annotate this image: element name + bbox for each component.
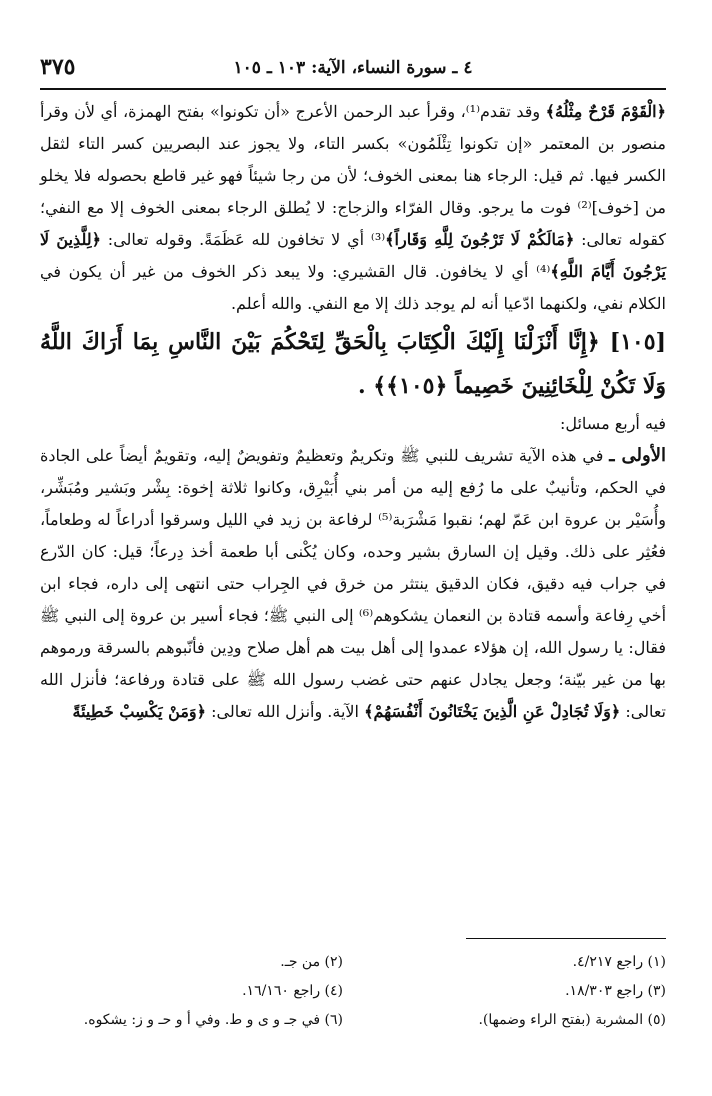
paragraph-text: ⁽³⁾ أي لا تخافون لله عَظَمَةً. وقوله تعالى: bbox=[101, 230, 386, 249]
footnote-6: (٦) في جـ و ى و ط. وفي أ و حـ و ز: يشكوه. bbox=[83, 1012, 343, 1028]
paragraph-text: وقد تقدم⁽¹⁾، وقرأ عبد الرحمن الأعرج «أن تكونوا» بفتح الهمزة، أي لأن وقرأ منصور بن المعتمر «إن تكونوا تِئْلَمُون» بكسر التاء، ولا يجوز عند البصريين كسر التاء لثقل الكسر فيها. ثم قيل: الرجاء هنا بمعنى الخوف؛ لأن من رجا شيئاً فهو غير قاطع بحصوله فلا يخلو من [خوف]⁽²⁾ فوت ما يرجو. وقال الفرّاء والزجاج: لا يُطلق الرجاء بمعنى الخوف إلا مع النفي؛ كقوله تعالى: bbox=[40, 102, 667, 249]
running-head: ٤ ـ سورة النساء، الآية: ١٠٣ ـ ١٠٥ bbox=[233, 58, 473, 78]
verse-block bbox=[40, 320, 666, 408]
verse-text: ﴿إِنَّا أَنْزَلْنَا إِلَيْكَ الْكِتَابَ بِالْحَقِّ لِتَحْكُمَ بَيْنَ النَّاسِ بِمَا أَرَاكَ اللَّهُ وَلَا تَكُنْ لِلْخَائِنِينَ خَصِيماً ﴿١٠٥﴾﴾ . bbox=[40, 329, 666, 399]
issue-one-paragraph bbox=[40, 440, 666, 728]
footnote-4: (٤) راجع ١٦/١٦٠. bbox=[242, 983, 343, 999]
footnote-2: (٢) من جـ. bbox=[280, 954, 343, 970]
quran-quote: ﴿لِلَّذِينَ لَا يَرْجُونَ أَيَّامَ اللَّهِ﴾ bbox=[40, 230, 666, 281]
body-text bbox=[40, 96, 666, 728]
quran-quote: ﴿الْقَوْمَ قَرْحٌ مِثْلُهُ﴾ bbox=[545, 102, 667, 121]
commentary-paragraph bbox=[40, 96, 666, 320]
issue-label: الأولى ـ bbox=[609, 445, 666, 466]
page-header bbox=[40, 52, 666, 90]
paragraph-text: ⁽⁴⁾ أي لا يخافون. قال القشيري: ولا يبعد ذكر الخوف من غير أن يكون في الكلام نفي، ولكنهما ادّعيا أنه لم يوجد ذلك إلا مع النفي. والله أعلم. bbox=[40, 262, 666, 313]
footnote-divider bbox=[466, 938, 666, 939]
paragraph-text: الآية. وأنزل الله تعالى: bbox=[206, 702, 365, 721]
paragraph-text: في هذه الآية تشريف للنبي ﷺ وتكريمٌ وتعظيمٌ وتفويضٌ إليه، وتقويمٌ أيضاً على الجادة في الحكم، وتأنيبٌ على ما رُفع إليه من أمر بني أُبَيْرِق، وكانوا ثلاثة إخوة: بِشْر وبَشير ومُبَشِّر، وأُسَيْر بن عروة ابن عَمّ لهم؛ نقبوا مَشْرَبة⁽⁵⁾ لرفاعة بن زيد في الليل وسرقوا أدراعاً له وطعاماً، فعُثِر على ذلك. وقيل إن السارق بشير وحده، وكان يُكْنى أبا طعمة أخذ دِرعاً؛ قيل: كان الدّرع في جراب فيه دقيق، فكان الدقيق ينتثر من خرق في الجِراب حتى انتهى إلى داره، فجاء ابن أخي رِفاعة وأسمه قتادة بن النعمان يشكوهم⁽⁶⁾ إلى النبي ﷺ؛ فجاء أسير بن عروة إلى النبي ﷺ فقال: يا رسول الله، إن هؤلاء عمدوا إلى أهل بيت هم أهل صلاح ودِين فأنّبوهم بالسرقة ورموهم بها من غير بيّنة؛ وجعل يجادل عنهم حتى غضب رسول الله ﷺ على قتادة ورفاعة؛ فأنزل الله تعالى: bbox=[40, 446, 667, 721]
quran-quote: ﴿مَالَكُمْ لَا تَرْجُونَ لِلَّهِ وَقَاراً﴾ bbox=[385, 230, 575, 249]
footnote-5: (٥) المشربة (بفتح الراء وضمها). bbox=[478, 1012, 666, 1028]
footnote-1: (١) راجع ٤/٢١٧. bbox=[572, 954, 666, 970]
footnotes bbox=[40, 948, 666, 1035]
issues-heading: فيه أربع مسائل: bbox=[559, 414, 666, 433]
quran-quote: ﴿وَمَنْ يَكْسِبْ خَطِيئَةً bbox=[72, 702, 207, 721]
verse-number: [١٠٥] bbox=[609, 329, 666, 355]
quran-quote: ﴿وَلَا تُجَادِلْ عَنِ الَّذِينَ يَخْتَانُونَ أَنْفُسَهُمْ﴾ bbox=[364, 702, 621, 721]
footnote-3: (٣) راجع ١٨/٣٠٣. bbox=[565, 983, 666, 999]
page-number: ٣٧٥ bbox=[40, 54, 76, 80]
